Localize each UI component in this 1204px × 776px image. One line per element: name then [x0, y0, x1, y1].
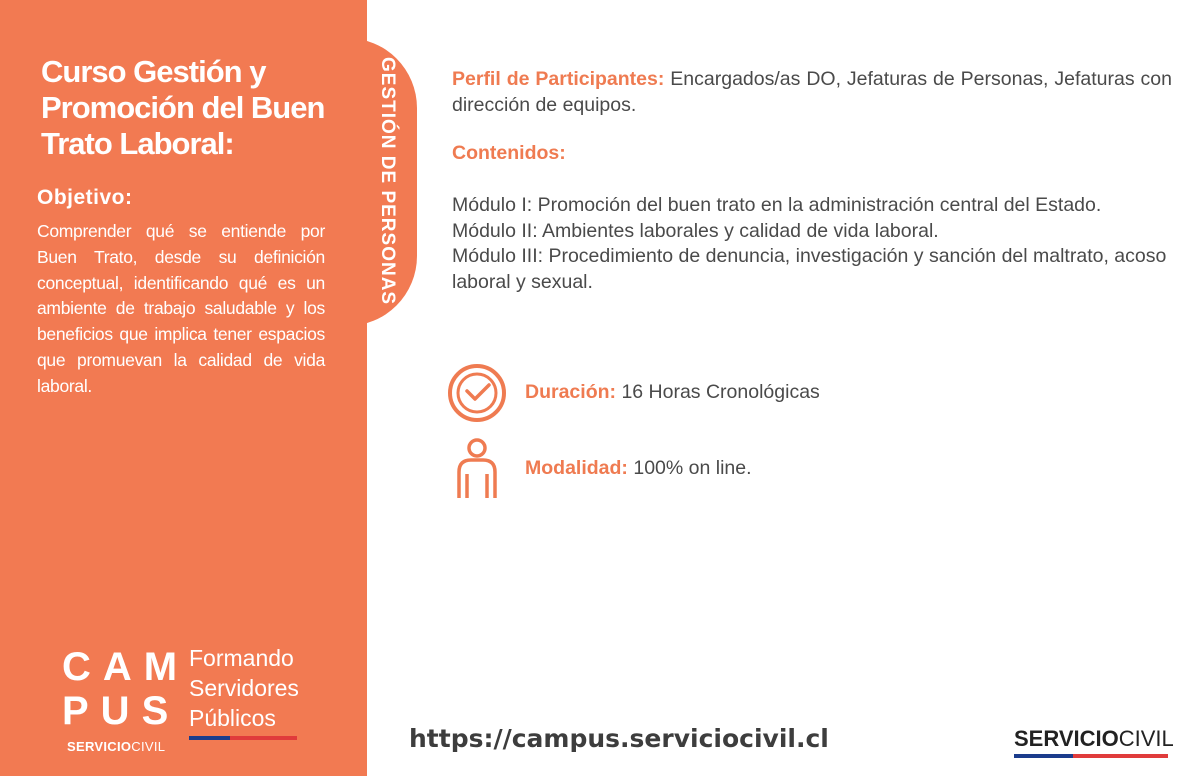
objective-text: Comprender qué se entiende por Buen Trato, desde su definición conceptual, identificando qué es un ambiente de trabajo saludable y los beneficios que implica tener espacios que promuevan la calidad de vida laboral. [37, 221, 325, 396]
campus-logo-line2: PUS [62, 689, 181, 733]
person-icon [445, 436, 509, 500]
module-item: Módulo II: Ambientes laborales y calidad de vida laboral. [452, 219, 939, 242]
profile-label: Perfil de Participantes: [452, 68, 665, 90]
tagline-line: Formando [189, 645, 294, 671]
profile-text: Encargados/as DO, Jefaturas de Personas, Jefaturas con dirección de equipos. [452, 68, 1172, 116]
campus-logo-line1: CAM [62, 645, 190, 689]
profile-paragraph [452, 66, 1172, 118]
campus-sub-bold: SERVICIO [67, 739, 132, 754]
modality-row [445, 436, 752, 500]
modules-list [452, 193, 1182, 295]
modality-text [525, 457, 752, 480]
profile-section [452, 66, 1172, 118]
campus-logo-subtitle [67, 739, 165, 754]
objective-heading: Objetivo: [37, 186, 133, 209]
sc-flag-bar [1014, 754, 1168, 758]
servicio-civil-logo [1014, 726, 1174, 758]
modality-label: Modalidad: [525, 456, 628, 479]
clock-icon [445, 360, 509, 424]
tagline-line: Servidores [189, 675, 299, 701]
tagline-line: Públicos [189, 705, 276, 731]
side-tab-label: GESTIÓN DE PERSONAS [377, 56, 398, 306]
campus-tagline [189, 643, 299, 733]
duration-text [525, 381, 820, 404]
flag-bar [189, 736, 297, 740]
sc-bold: SERVICIO [1014, 726, 1119, 751]
duration-value: 16 Horas Cronológicas [621, 380, 820, 403]
module-item: Módulo I: Promoción del buen trato en la administración central del Estado. [452, 194, 1102, 216]
campus-logo [62, 645, 190, 754]
campus-sub-thin: CIVIL [131, 739, 166, 754]
campus-url[interactable]: https://campus.serviciocivil.cl [409, 724, 829, 753]
modality-value: 100% on line. [633, 456, 752, 479]
contents-heading: Contenidos: [452, 142, 566, 164]
duration-row [445, 360, 820, 424]
course-title: Curso Gestión y Promoción del Buen Trato Laboral: [41, 54, 325, 161]
module-item: Módulo III: Procedimiento de denuncia, investigación y sanción del maltrato, acoso laboral y sexual. [452, 245, 1167, 293]
duration-label: Duración: [525, 380, 617, 403]
sc-thin: CIVIL [1118, 726, 1174, 751]
